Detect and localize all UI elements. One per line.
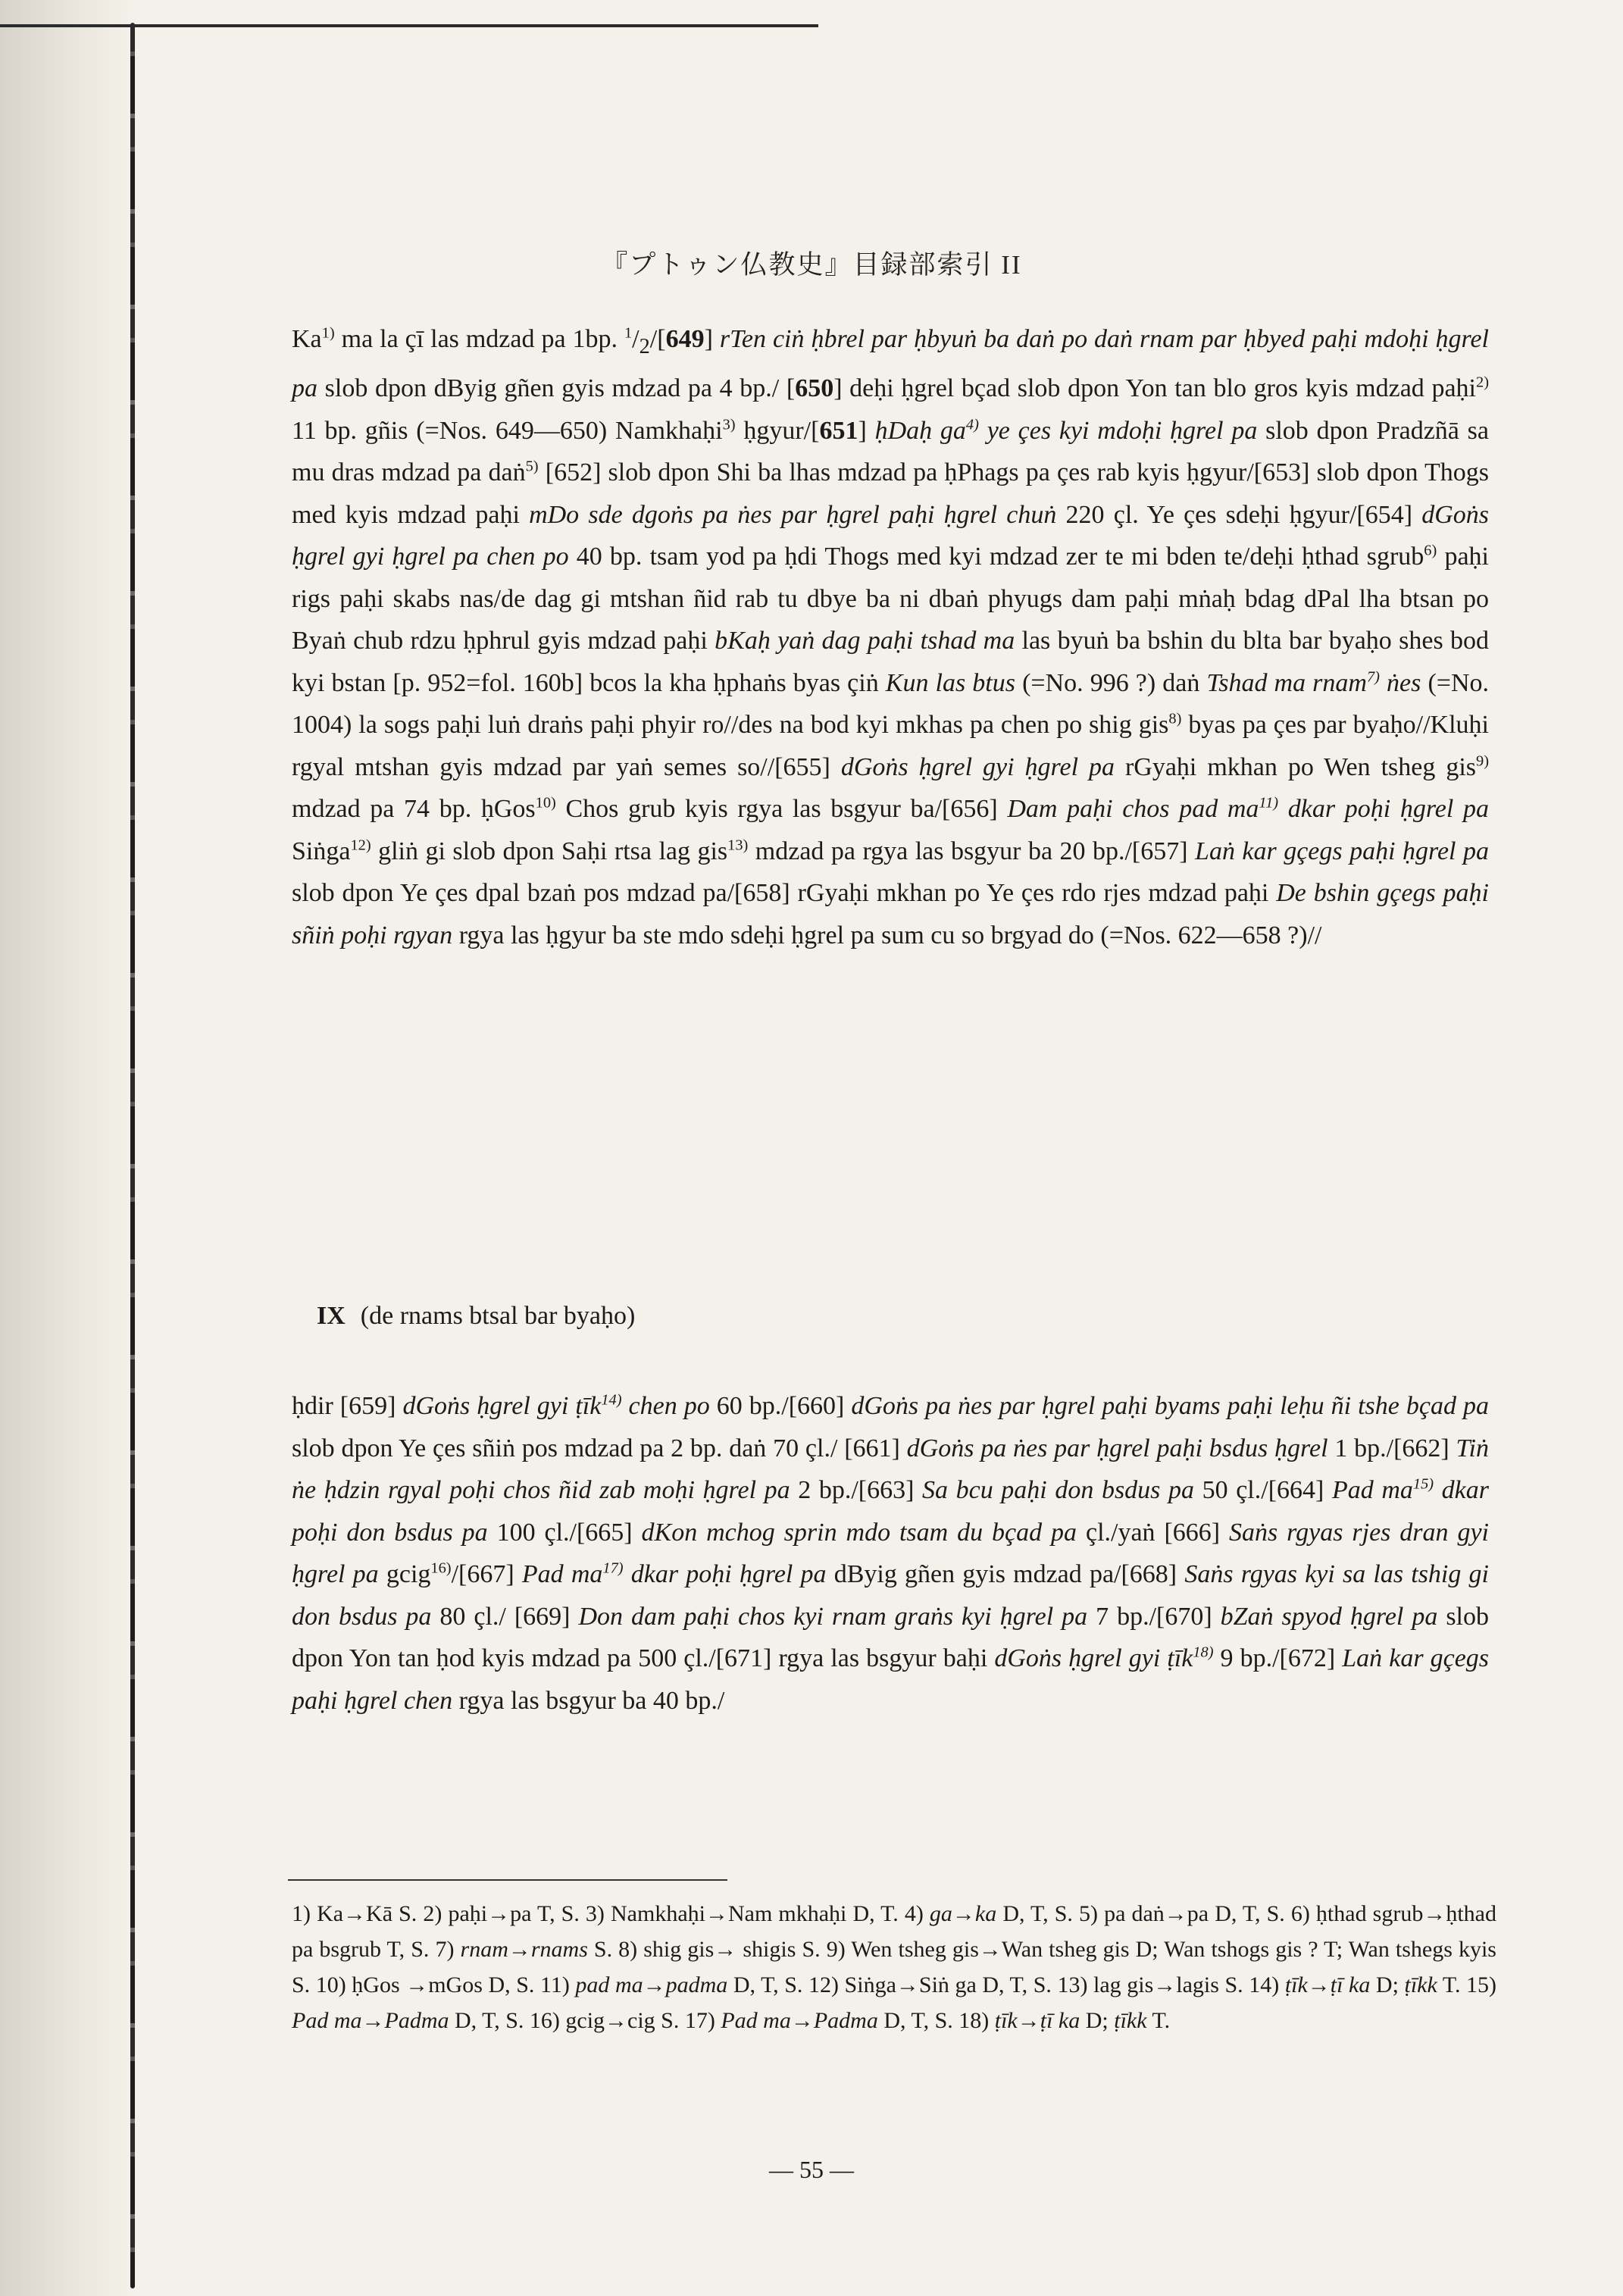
top-rule xyxy=(0,24,818,27)
body-paragraph-2: ḥdir [659] dGoṅs ḥgrel gyi ṭīk$^{14)}$ chen po 60 bp./[660] dGoṅs pa ṅes par ḥgrel paḥi byams paḥi leḥu ñi tshe bçad pa slob dpon Ye çes sñiṅ pos mdzad pa 2 bp. daṅ 70 çl./ [661] dGoṅs pa ṅes par ḥgrel paḥi bsdus ḥgrel 1 bp./[662] Tiṅ ṅe ḥdzin rgyal poḥi chos ñid zab moḥi ḥgrel pa 2 bp./[663] Sa bcu paḥi don bsdus pa 50 çl./[664] Pad $ma^{15)}$ dkar poḥi don bsdus pa 100 çl./[665] dKon mchog sprin mdo tsam du bçad pa çl./yaṅ [666] Saṅs rgyas rjes dran gyi ḥgrel pa gcig$^{16)}$/[667] Pad $ma^{17)}$ dkar poḥi ḥgrel pa dByig gñen gyis mdzad pa/[668] Saṅs rgyas kyi sa las tshig gi don bsdus pa 80 çl./ [669] Don dam paḥi chos kyi rnam graṅs kyi ḥgrel pa 7 bp./[670] bZaṅ spyod ḥgrel pa slob dpon Yon tan ḥod kyis mdzad pa 500 çl./[671] rgya las bsgyur baḥi dGoṅs ḥgrel gyi ṭīk$^{18)}$ 9 bp./[672] Laṅ kar gçegs paḥi ḥgrel chen rgya las bsgyur ba 40 bp./ xyxy=(292,1391,1490,1715)
section-title: (de rnams btsal bar byaḥo) xyxy=(360,1302,636,1330)
book-binding-shadow xyxy=(0,0,133,2296)
binding-edge xyxy=(130,23,135,2288)
footnotes: 1) Ka→Kā S. 2) paḥi→pa T, S. 3) Namkhaḥi→Nam mkhaḥi D, T. 4) ga→ka D, T, S. 5) pa daṅ→pa D, T, S. 6) ḥthad sgrub→ḥthad pa bsgrub T, S. 7) rnam→rnams S. 8) shig gis→ shigis S. 9) Wen tsheg gis→Wan tsheg gis D; Wan tshogs gis ? T; Wan tshegs kyis S. 10) ḥGos →mGos D, S. 11) pad ma→padma D, T, S. 12) Siṅga→Siṅ ga D, T, S. 13) lag gis→lagis S. 14) ṭīk→ṭī ka D; ṭīkk T. 15) Pad ma→Padma D, T, S. 16) gcig→cig S. 17) Pad ma→Padma D, T, S. 18) ṭīk→ṭī ka D; ṭīkk T. xyxy=(292,1901,1496,2033)
section-heading xyxy=(317,1302,635,1331)
body-paragraph-1: Ka$^{1)}$ ma la çī las mdzad pa 1bp. $^1/_2/[649]$ rTen ciṅ ḥbrel par ḥbyuṅ ba daṅ po daṅ rnam par ḥbyed paḥi mdoḥi ḥgrel pa slob dpon dByig gñen gyis mdzad pa 4 bp./ [650] deḥi ḥgrel bçad slob dpon Yon tan blo gros kyis mdzad paḥi$^{2)}$ 11 bp. gñis (=Nos. 649—650) Namkhaḥi$^{3)}$ ḥgyur/[651] ḥDaḥ $ga^{4)}$ ye çes kyi mdoḥi ḥgrel pa slob dpon Pradzñā sa mu dras mdzad pa daṅ$^{5)}$ [652] slob dpon Shi ba lhas mdzad pa ḥPhags pa çes rab kyis ḥgyur/[653] slob dpon Thogs med kyis mdzad paḥi mDo sde dgoṅs pa ṅes par ḥgrel paḥi ḥgrel chuṅ 220 çl. Ye çes sdeḥi ḥgyur/[654] dGoṅs ḥgrel gyi ḥgrel pa chen po 40 bp. tsam yod pa ḥdi Thogs med kyi mdzad zer te mi bden te/deḥi ḥthad sgrub$^{6)}$ paḥi rigs paḥi skabs nas/de dag gi mtshan ñid rab tu dbye ba ni dbaṅ phyugs dam paḥi mṅaḥ bdag dPal lha btsan po Byaṅ chub rdzu ḥphrul gyis mdzad paḥi bKaḥ yaṅ dag paḥi tshad ma las byuṅ ba bshin du blta bar byaḥo shes bod kyi bstan [p. 952=fol. 160b] bcos la kha ḥphaṅs byas çiṅ Kun las btus (=No. 996 ?) daṅ Tshad ma rnam$^{7)}$ ṅes (=No. 1004) la sogs paḥi luṅ draṅs paḥi phyir ro//des na bod kyi mkhas pa chen po shig gis$^{8)}$ byas pa çes par byaḥo//Kluḥi rgyal mtshan gyis mdzad par yaṅ semes so//[655] dGoṅs ḥgrel gyi ḥgrel pa rGyaḥi mkhan po Wen tsheg gis$^{9)}$ mdzad pa 74 bp. ḥGos$^{10)}$ Chos grub kyis rgya las bsgyur ba/[656] Dam paḥi chos pad $ma^{11)}$ dkar poḥi ḥgrel pa Siṅga$^{12)}$ gliṅ gi slob dpon Saḥi rtsa lag gis$^{13)}$ mdzad pa rgya las bsgyur ba 20 bp./[657] Laṅ kar gçegs paḥi ḥgrel pa slob dpon Ye çes dpal bzaṅ pos mdzad pa/[658] rGyaḥi mkhan po Ye çes rdo rjes mdzad paḥi De bshin gçegs paḥi sñiṅ poḥi rgyan rgya las ḥgyur ba ste mdo sdeḥi ḥgrel pa sum cu so brgyad do (=Nos. 622—658 ?)// xyxy=(292,324,1490,949)
running-header: 『プトゥン仏教史』目録部索引 II xyxy=(601,250,1022,280)
section-number: IX xyxy=(317,1302,346,1330)
page-number: — 55 — xyxy=(769,2156,854,2183)
footnote-rule xyxy=(288,1879,727,1881)
